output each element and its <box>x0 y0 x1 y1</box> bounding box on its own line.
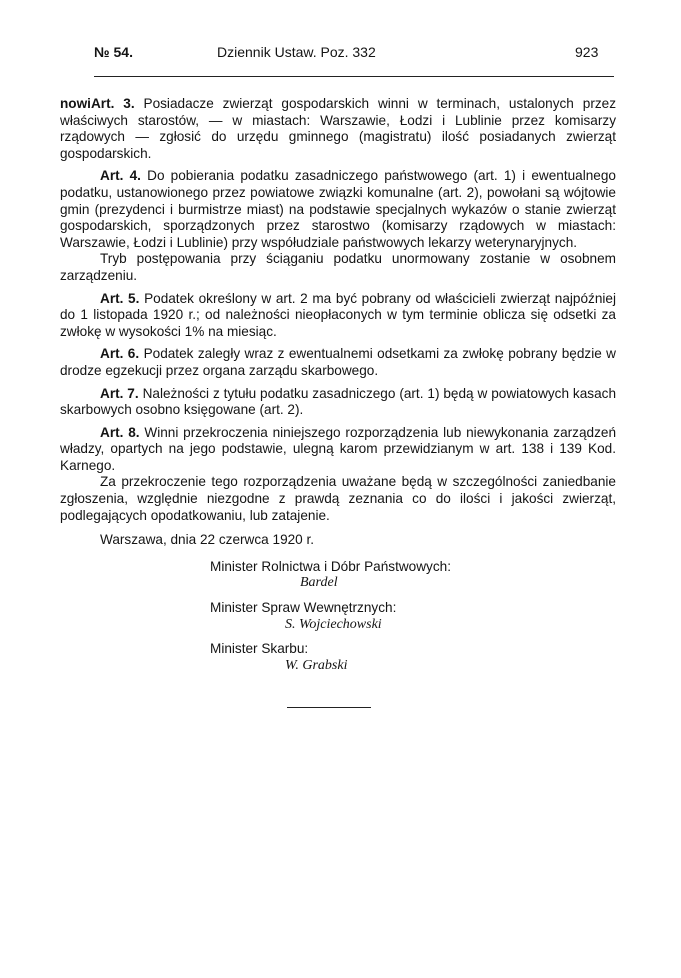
signatures <box>60 559 616 675</box>
place-date: Warszawa, dnia 22 czerwca 1920 r. <box>100 532 315 548</box>
signature-title: Minister Skarbu: <box>210 641 309 657</box>
signature-title: Minister Spraw Wewnętrznych: <box>210 600 397 616</box>
article-text: Podatek określony w art. 2 ma być pobrany od właścicieli zwierząt najpóźniej do 1 listopada 1920 r.; od należności nieopłaconych w tym terminie oblicza się odsetki za zwłokę w wysokości 1% na miesiąc. <box>60 290 617 339</box>
article-7 <box>60 386 616 419</box>
document-body <box>60 96 616 674</box>
header-divider <box>94 76 614 77</box>
article-5 <box>60 291 616 341</box>
article-label: Art. 4. <box>100 168 141 184</box>
article-text: Winni przekroczenia niniejszego rozporządzenia lub niewykonania zarządzeń władzy, opartych na jego podstawie, ulegną karom przewidzianym w art. 138 i 139 Kod. Karnego. <box>60 424 617 473</box>
article-6 <box>60 346 616 379</box>
issue-number: № 54. <box>94 44 133 60</box>
article-4 <box>60 168 616 251</box>
article-text: Podatek zaległy wraz z ewentualnemi odsetkami za zwłokę pobrany będzie w drodze egzekucji przez organa zarządu skarbowego. <box>60 346 616 378</box>
page-header <box>0 44 681 66</box>
signature-name: Bardel <box>300 575 338 591</box>
article-text: Należności z tytułu podatku zasadniczego (art. 1) będą w powiatowych kasach skarbowych osobno księgowane (art. 2). <box>60 385 617 418</box>
signature-title: Minister Rolnictwa i Dóbr Państwowych: <box>210 558 451 574</box>
article-label: Art. 7. <box>100 385 139 401</box>
article-3 <box>60 96 616 162</box>
signature-name: W. Grabski <box>285 657 348 673</box>
signature-name: S. Wojciechowski <box>285 616 382 632</box>
article-text: Do pobierania podatku zasadniczego państwowego (art. 1) i ewentualnego podatku, ustanowionego przez powiatowe związki komunalne (art. 2), powołani są wójtowie gmin (prezydenci i burmistrze miast) na podstawie specjalnych wykazów o stanie zwierząt gospodarskich, sporządzonych przez starostwo (komisarzy rządowych w miastach: Warszawie, Łodzi i Lublinie) przy współudziale państwowych lekarzy weterynaryjnych. <box>60 168 616 250</box>
article-8-paragraph-2: Za przekroczenie tego rozporządzenia uważane będą w szczególności zaniedbanie zgłoszenia, względnie niezgodne z prawdą zeznania co do ilości i jakości zwierząt, podlegających opodatkowaniu, lub zatajenie. <box>60 474 616 523</box>
article-label: Art. 6. <box>100 346 140 362</box>
end-divider <box>287 707 371 708</box>
article-4-paragraph-2: Tryb postępowania przy ściąganiu podatku unormowany zostanie w osobnem zarządzeniu. <box>60 251 616 283</box>
article-8 <box>60 425 616 475</box>
article-label: Art. 8. <box>100 424 140 440</box>
journal-title: Dziennik Ustaw. Poz. 332 <box>217 44 376 60</box>
page-number: 923 <box>575 44 599 60</box>
article-label: nowiArt. 3. <box>60 96 135 111</box>
article-text: Posiadacze zwierząt gospodarskich winni w terminach, ustalonych przez właściwych starostów, — w miastach: Warszawie, Łodzi i Lublinie przez komisarzy rządowych — zgłosić do urzędu gminnego (magistratu) ilość posiadanych zwierząt gospodarskich. <box>60 96 617 161</box>
article-label: Art. 5. <box>100 290 140 306</box>
